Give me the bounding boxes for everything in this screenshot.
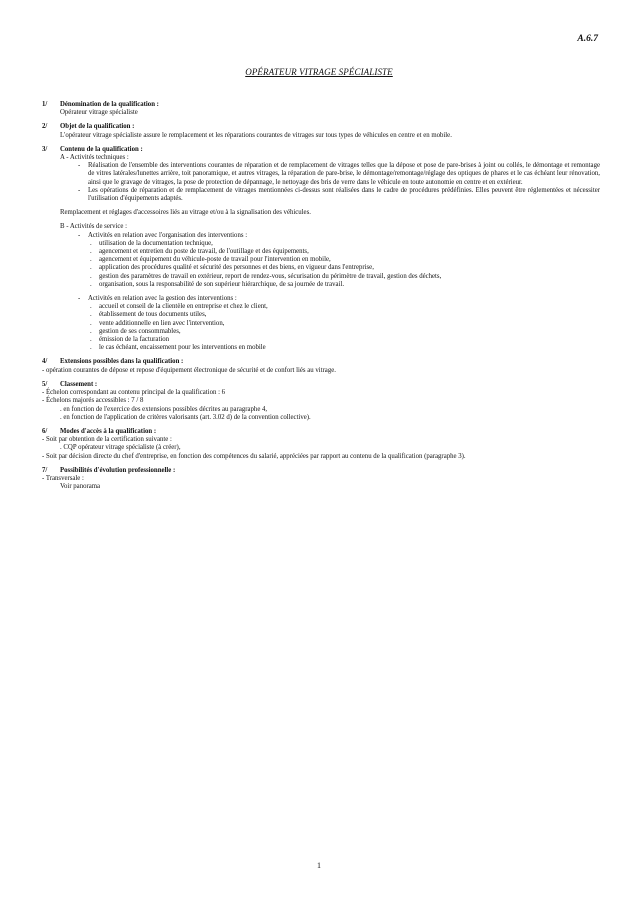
section-line: - Soit par obtention de la certification suivante : <box>42 436 172 444</box>
section-1 <box>42 101 600 117</box>
activities-b-title: B - Activités de service : <box>60 223 128 231</box>
section-number: 4/ <box>42 358 48 366</box>
list-item: . établissement de tous documents utiles, <box>90 311 207 319</box>
list-item: . le cas échéant, encaissement pour les interventions en mobile <box>90 344 266 352</box>
section-text: L'opérateur vitrage spécialiste assure le remplacement et les réparations courantes de vitrages sur tous types de véhicules en centre et en mobile. <box>60 131 452 139</box>
section-number: 7/ <box>42 466 48 474</box>
section-heading: Contenu de la qualification : <box>60 145 143 153</box>
section-line: - Soit par décision directe du chef d'entreprise, en fonction des compétences du salarié, appréciées par rapport au contenu de la qualification (paragraphe 3). <box>42 452 466 460</box>
section-line: Voir panorama <box>60 483 101 491</box>
section-heading: Extensions possibles dans la qualification : <box>60 358 184 366</box>
list-item: . en fonction de l'exercice des extensions possibles décrites au paragraphe 4, <box>60 405 268 413</box>
activities-a-title: A - Activités techniques : <box>60 154 129 162</box>
list-item: . agencement et équipement du véhicule-poste de travail pour l'intervention en mobile, <box>90 256 331 264</box>
list-item: . gestion des paramètres de travail en extérieur, report de rendez-vous, sécurisation du périmètre de travail, gestion des déchets, <box>90 272 442 280</box>
list-group-title: - Activités en relation avec la gestion des interventions : <box>78 295 237 303</box>
section-6 <box>42 428 600 461</box>
list-item: . en fonction de l'application de critères valorisants (art. 3.02 d) de la convention collective). <box>60 413 311 421</box>
section-line: - Échelon correspondant au contenu principal de la qualification : 6 <box>42 389 226 397</box>
section-heading: Objet de la qualification : <box>60 123 135 131</box>
section-heading: Dénomination de la qualification : <box>60 101 159 108</box>
section-5 <box>42 381 600 422</box>
section-number: 1/ <box>42 101 48 108</box>
section-heading: Possibilités d'évolution professionnelle : <box>60 466 176 474</box>
document-content <box>42 101 600 497</box>
list-item: . vente additionnelle en lien avec l'intervention, <box>90 319 225 327</box>
section-7 <box>42 467 600 492</box>
list-item: . application des procédures qualité et sécurité des personnes et des biens, en vigueur dans l'entreprise, <box>90 264 374 272</box>
section-3 <box>42 146 600 353</box>
page-number: 1 <box>317 861 321 870</box>
list-item: - Réalisation de l'ensemble des interventions courantes de réparation et de remplacement de vitrages telles que la dépose et pose de pare-brises à joint ou collés, le démontage et remontage de vitres latérales/lunettes arrière, toit panoramique, et autres vitrages, la réparation de pare-brise, le démontage/remontage/réglage des optiques de phares et le cas échéant leur rénovation, ainsi que le gravage de vitrages, la pose de protection de dépannage, le nettoyage des bris de verre dans le véhicule en toute autonomie en centre et en extérieur. <box>78 162 600 186</box>
list-item: . CQP opérateur vitrage spécialiste (à créer), <box>60 444 181 452</box>
list-item: . gestion de ses consommables, <box>90 327 181 335</box>
section-line: - Échelons majorés accessibles : 7 / 8 <box>42 397 144 405</box>
list-item: - Les opérations de réparation et de remplacement de vitrages mentionnées ci-dessus sont réalisées dans le cadre de procédures prédéfinies. Elles peuvent être réglementées et nécessiter l'utilisation d'équipements adaptés. <box>78 186 600 203</box>
list-item: . accueil et conseil de la clientèle en entreprise et chez le client, <box>90 303 268 311</box>
activities-a-note: Remplacement et réglages d'accessoires liés au vitrage et/ou à la signalisation des véhicules. <box>60 209 311 217</box>
section-text: - opération courantes de dépose et repose d'équipement électronique de sécurité et de confort liés au vitrage. <box>42 366 336 374</box>
section-number: 2/ <box>42 123 48 131</box>
section-line: - Transversale : <box>42 474 84 482</box>
document-title: OPÉRATEUR VITRAGE SPÉCIALISTE <box>245 67 393 77</box>
section-heading: Modes d'accès à la qualification : <box>60 427 157 435</box>
section-number: 3/ <box>42 145 48 153</box>
section-4 <box>42 358 600 374</box>
list-item: . agencement et entretien du poste de travail, de l'outillage et des équipements, <box>90 248 309 256</box>
section-text: Opérateur vitrage spécialiste <box>60 109 138 117</box>
list-item: . émission de la facturation <box>90 336 170 344</box>
section-number: 6/ <box>42 427 48 435</box>
section-heading: Classement : <box>60 380 98 388</box>
list-item: . utilisation de la documentation technique, <box>90 239 213 247</box>
document-reference: A.6.7 <box>577 34 598 44</box>
list-group-title: - Activités en relation avec l'organisation des interventions : <box>78 231 248 239</box>
section-2 <box>42 123 600 139</box>
section-number: 5/ <box>42 380 48 388</box>
list-item: . organisation, sous la responsabilité de son supérieur hiérarchique, de sa journée de travail. <box>90 280 345 288</box>
